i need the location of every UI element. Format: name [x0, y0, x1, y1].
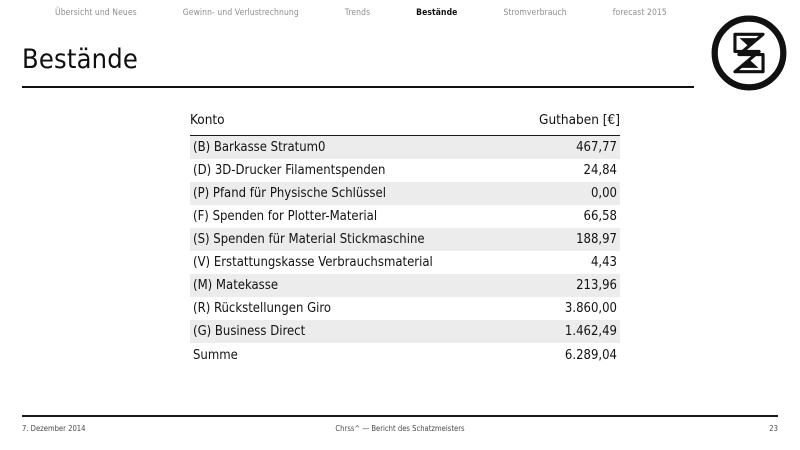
table-row	[190, 274, 620, 297]
cell-balance: 0,00	[512, 182, 620, 205]
cell-account: (R) Rückstellungen Giro	[193, 300, 332, 316]
cell-total-balance: 6.289,04	[564, 347, 617, 363]
cell-balance: 467,77	[512, 136, 620, 160]
title-divider	[22, 86, 694, 88]
table-row	[190, 159, 620, 182]
cell-balance: 213,96	[512, 274, 620, 297]
cell-account: (M) Matekasse	[190, 274, 512, 297]
table-header-row	[190, 112, 620, 136]
footer-divider	[22, 415, 778, 417]
cell-account: (F) Spenden for Plotter-Material	[193, 208, 378, 224]
table-row	[190, 136, 620, 160]
nav-item-bestaende[interactable]: Bestände	[416, 8, 458, 18]
cell-account: (G) Business Direct	[190, 320, 512, 343]
cell-account: (P) Pfand für Physische Schlüssel	[190, 182, 512, 205]
column-header-account: Konto	[190, 112, 512, 136]
table-row	[190, 297, 620, 320]
table-row	[190, 251, 620, 274]
nav-item-forecast-2015[interactable]: forecast 2015	[612, 8, 667, 18]
table-row	[190, 205, 620, 228]
cell-account: (S) Spenden für Material Stickmaschine	[190, 228, 512, 251]
cell-balance: 1.462,49	[512, 320, 620, 343]
footer	[22, 421, 778, 435]
top-navigation	[55, 4, 667, 22]
table-row	[190, 182, 620, 205]
footer-title: Chrss^ — Bericht des Schatzmeisters	[335, 423, 465, 433]
cell-balance: 66,58	[583, 208, 617, 224]
table-row	[190, 320, 620, 343]
balances-table	[190, 112, 620, 367]
nav-item-trends[interactable]: Trends	[344, 8, 371, 18]
cell-balance: 24,84	[583, 162, 617, 178]
nav-item-stromverbrauch[interactable]: Stromverbrauch	[503, 8, 567, 18]
footer-date: 7. Dezember 2014	[22, 423, 86, 433]
table-total-row	[190, 343, 620, 367]
page-title: Bestände	[22, 44, 139, 75]
hourglass-circle-logo-icon	[710, 14, 788, 92]
footer-page-number: 23	[769, 423, 778, 433]
column-header-balance: Guthaben [€]	[512, 112, 620, 136]
cell-balance: 188,97	[512, 228, 620, 251]
cell-account: (V) Erstattungskasse Verbrauchsmaterial	[193, 254, 433, 270]
cell-account: (B) Barkasse Stratum0	[190, 136, 512, 160]
cell-balance: 3.860,00	[564, 300, 617, 316]
table-row	[190, 228, 620, 251]
nav-item-uebersicht-und-neues[interactable]: Übersicht und Neues	[55, 8, 137, 18]
cell-total-label: Summe	[193, 347, 238, 363]
balances-table-container	[190, 112, 620, 367]
nav-item-gewinn-und-verlustrechnung[interactable]: Gewinn- und Verlustrechnung	[182, 8, 299, 18]
cell-account: (D) 3D-Drucker Filamentspenden	[193, 162, 386, 178]
cell-balance: 4,43	[590, 254, 617, 270]
